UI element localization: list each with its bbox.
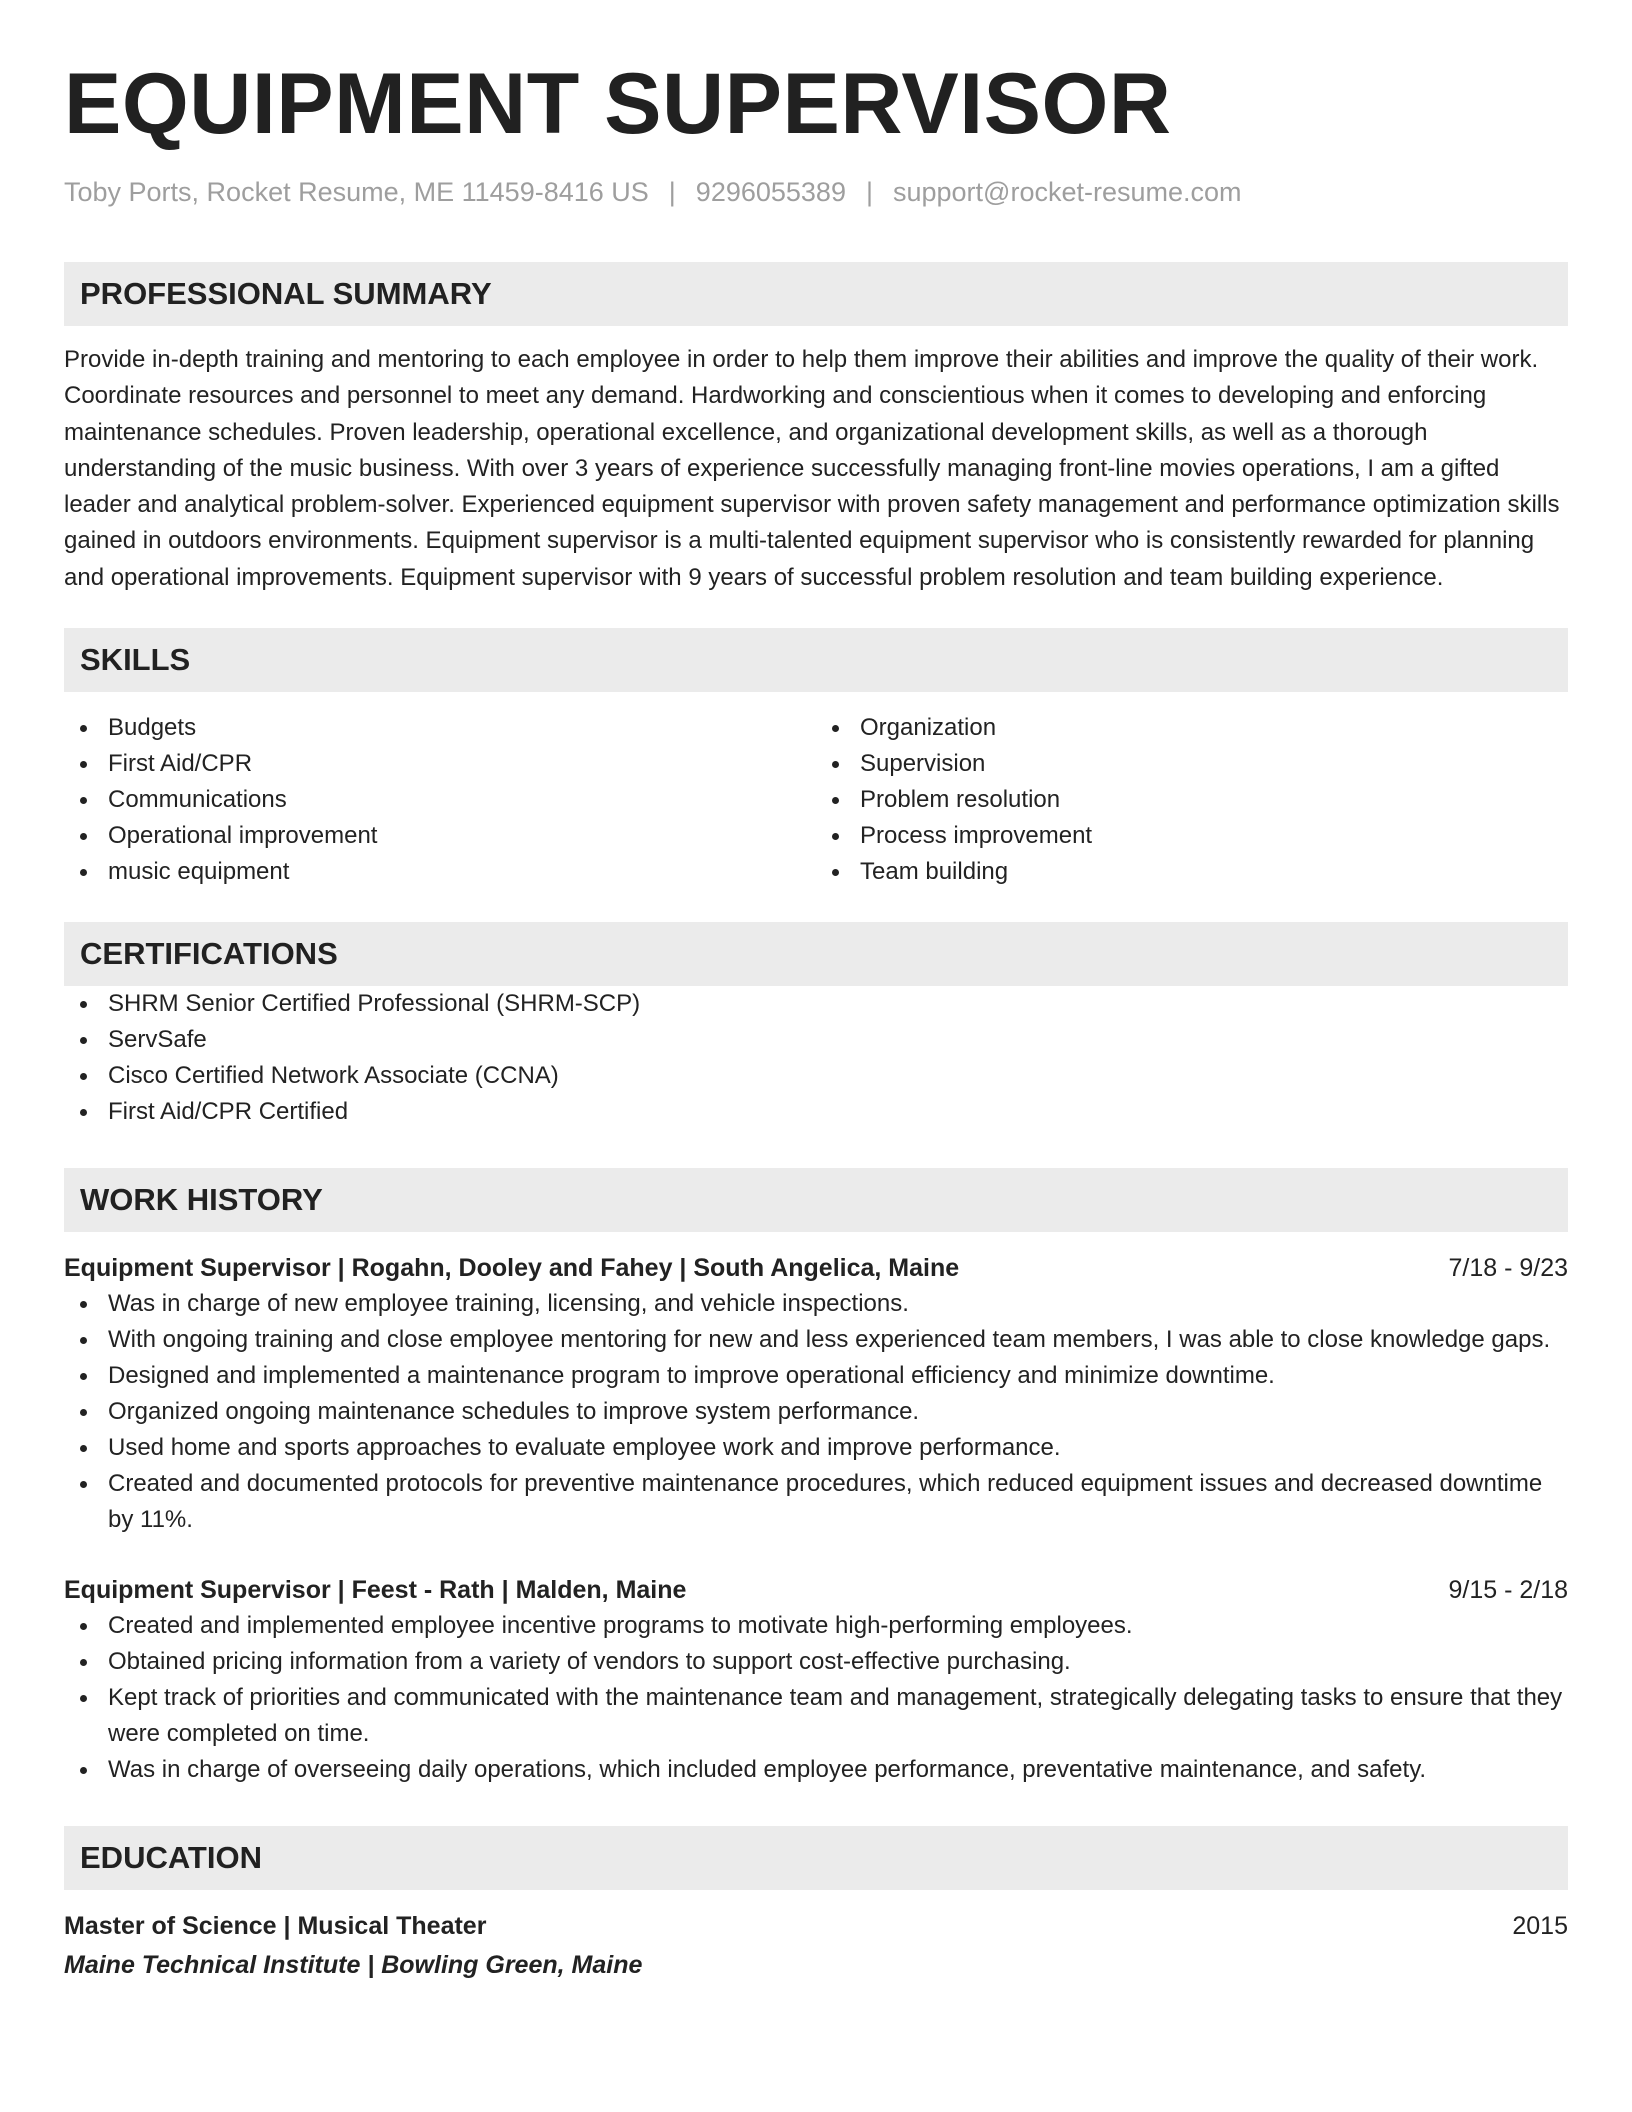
certification-item: ServSafe [64,1022,1568,1058]
section-header-summary: PROFESSIONAL SUMMARY [64,262,1568,326]
certification-item: First Aid/CPR Certified [64,1094,1568,1130]
contact-address: Toby Ports, Rocket Resume, ME 11459-8416 US [64,177,649,207]
summary-text: Provide in-depth training and mentoring to each employee in order to help them improve their abilities and improve the quality of their work. Coordinate resources and personnel to meet any demand. Hardworking and conscientious when it comes to developing and enforcing maintenance schedules. Proven leadership, operational excellence, and organizational development skills, as well as a thorough understanding of the music business. With over 3 years of experience successfully managing front-line movies operations, I am a gifted leader and analytical problem-solver. Experienced equipment supervisor with proven safety management and performance optimization skills gained in outdoors environments. Equipment supervisor is a multi-talented equipment supervisor who is consistently rewarded for planning and operational improvements. Equipment supervisor with 9 years of successful problem resolution and team building experience. [64,346,1560,591]
skill-item: Operational improvement [64,818,816,854]
skill-item: Team building [816,854,1568,890]
job-title: Equipment Supervisor | Feest - Rath | Malden, Maine [64,1576,687,1605]
job-bullet: Was in charge of new employee training, licensing, and vehicle inspections. [64,1286,1568,1322]
skills-grid [64,710,1568,890]
education-school: Maine Technical Institute | Bowling Green, Maine [64,1951,643,1980]
skill-item: Organization [816,710,1568,746]
job-bullets [64,1286,1568,1538]
education-degree: Master of Science | Musical Theater [64,1912,487,1941]
contact-email: support@rocket-resume.com [892,177,1242,207]
job-heading [64,1572,1568,1608]
job-heading [64,1250,1568,1286]
skill-item: Budgets [64,710,816,746]
section-header-skills: SKILLS [64,628,1568,692]
skills-column-left [64,710,816,890]
job-bullet: Organized ongoing maintenance schedules to improve system performance. [64,1394,1568,1430]
job-bullet: Obtained pricing information from a variety of vendors to support cost-effective purchasing. [64,1644,1568,1680]
job-title: Equipment Supervisor | Rogahn, Dooley and Fahey | South Angelica, Maine [64,1254,960,1283]
skill-item: Problem resolution [816,782,1568,818]
certifications-list [64,986,1568,1130]
certification-item: Cisco Certified Network Associate (CCNA) [64,1058,1568,1094]
job-bullet: Designed and implemented a maintenance program to improve operational efficiency and minimize downtime. [64,1358,1568,1394]
skill-item: First Aid/CPR [64,746,816,782]
education-heading [64,1908,1568,1944]
skill-item: music equipment [64,854,816,890]
contact-line [64,174,1568,210]
job-dates: 7/18 - 9/23 [1448,1254,1568,1283]
contact-separator: | [668,177,676,207]
certification-item: SHRM Senior Certified Professional (SHRM-SCP) [64,986,1568,1022]
job-bullet: Created and implemented employee incentive programs to motivate high-performing employees. [64,1608,1568,1644]
job-bullet: Created and documented protocols for preventive maintenance procedures, which reduced equipment issues and decreased downtime by 11%. [64,1466,1568,1538]
job-bullet: Used home and sports approaches to evaluate employee work and improve performance. [64,1430,1568,1466]
section-header-work-history: WORK HISTORY [64,1168,1568,1232]
job-bullet: With ongoing training and close employee mentoring for new and less experienced team members, I was able to close knowledge gaps. [64,1322,1568,1358]
contact-separator: | [865,177,873,207]
education-year: 2015 [1512,1912,1568,1941]
job-bullets [64,1608,1568,1788]
candidate-title: EQUIPMENT SUPERVISOR [64,56,1172,152]
job-dates: 9/15 - 2/18 [1448,1576,1568,1605]
job-bullet: Kept track of priorities and communicated with the maintenance team and management, strategically delegating tasks to ensure that they were completed on time. [64,1680,1568,1752]
section-header-education: EDUCATION [64,1826,1568,1890]
skill-item: Supervision [816,746,1568,782]
skill-item: Process improvement [816,818,1568,854]
contact-phone: 9296055389 [695,177,846,207]
skill-item: Communications [64,782,816,818]
skills-column-right [816,710,1568,890]
section-header-certifications: CERTIFICATIONS [64,922,1568,986]
job-bullet: Was in charge of overseeing daily operations, which included employee performance, preventative maintenance, and safety. [64,1752,1568,1788]
